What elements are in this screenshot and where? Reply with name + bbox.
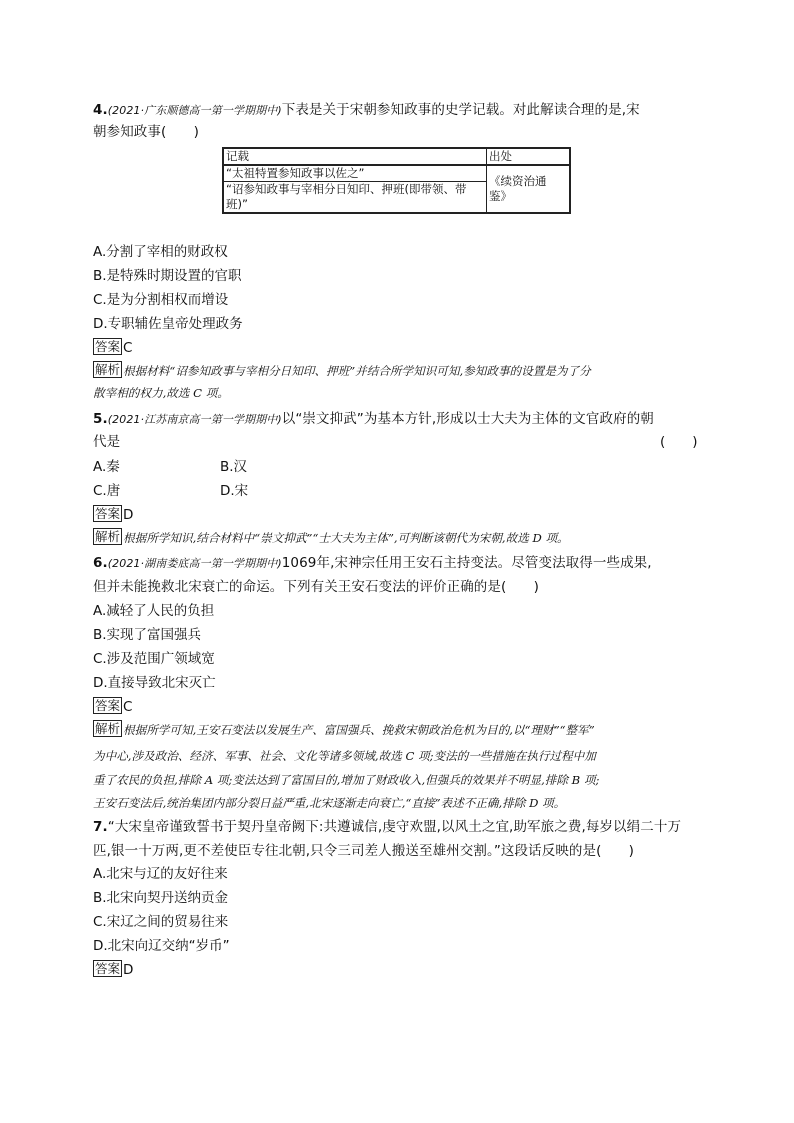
q6-answer xyxy=(93,697,132,717)
q6-option-b: B.实现了富国强兵 xyxy=(93,627,202,643)
q7-stem-line2: 匹,银一十万两,更不差使臣专往北朝,只令三司差人搬送至雄州交割。”这段话反映的是( ) xyxy=(93,843,635,859)
q5-stem-line2: 代是 xyxy=(93,434,121,450)
q4-record-table xyxy=(222,147,571,214)
q4-option-a: A.分割了宰相的财政权 xyxy=(93,244,228,260)
q7-stem-text: “大宋皇帝谨致誓书于契丹皇帝阙下:共遵诚信,虔守欢盟,以风土之宜,助军旅之费,每岁以绢二十万 xyxy=(107,819,682,835)
q4-option-c: C.是为分割相权而增设 xyxy=(93,292,229,308)
q5-answer-paren: ( ) xyxy=(660,434,698,450)
q4-explanation-text-1: 根据材料“诏参知政事与宰相分日知印、押班”并结合所学知识可知,参知政事的设置是为了分 xyxy=(123,364,591,378)
q7-option-c: C.宋辽之间的贸易往来 xyxy=(93,914,229,930)
table-header-record: 记载 xyxy=(223,148,487,165)
q6-stem-line1 xyxy=(93,553,699,574)
q4-stem-line1 xyxy=(93,100,699,121)
table-cell-record-2 xyxy=(223,182,487,214)
q5-option-c: C.唐 xyxy=(93,483,121,499)
q7-number: 7. xyxy=(93,819,108,835)
q6-option-d: D.直接导致北宋灭亡 xyxy=(93,675,216,691)
q4-stem-line2: 朝参知政事( ) xyxy=(93,124,199,140)
explain-tag: 解析 xyxy=(95,529,121,544)
q6-stem-text: 1069年,宋神宗任用王安石主持变法。尽管变法取得一些成果, xyxy=(281,555,652,571)
q4-stem-text: 下表是关于宋朝参知政事的史学记载。对此解读合理的是,宋 xyxy=(281,102,640,118)
table-record-2-line2: 班)” xyxy=(226,197,248,211)
q4-option-b: B.是特殊时期设置的官职 xyxy=(93,268,242,284)
q4-explanation-line2: 散宰相的权力,故选 C 项。 xyxy=(93,386,229,400)
q4-option-d: D.专职辅佐皇帝处理政务 xyxy=(93,316,243,332)
q6-option-a: A.减轻了人民的负担 xyxy=(93,603,215,619)
q6-explanation-line1 xyxy=(93,720,699,741)
q6-number: 6. xyxy=(93,555,108,571)
table-record-2-line1: “诏参知政事与宰相分日知印、押班(即带领、带 xyxy=(226,182,467,196)
q5-stem-line1 xyxy=(93,409,699,430)
q4-source: (2021·广东顺德高一第一学期期中) xyxy=(107,104,282,117)
q6-stem-line2: 但并未能挽救北宋衰亡的命运。下列有关王安石变法的评价正确的是( ) xyxy=(93,579,539,595)
q7-option-b: B.北宋向契丹送纳贡金 xyxy=(93,890,229,906)
q6-option-c: C.涉及范围广领域宽 xyxy=(93,651,215,667)
explain-tag: 解析 xyxy=(95,721,121,736)
q5-source: (2021·江苏南京高一第一学期期中) xyxy=(107,413,282,426)
q5-answer xyxy=(93,505,133,525)
q7-option-a: A.北宋与辽的友好往来 xyxy=(93,866,228,882)
q5-explanation-line1 xyxy=(93,528,699,549)
q7-answer-value: D xyxy=(123,962,134,978)
q4-answer xyxy=(93,338,132,358)
q4-number: 4. xyxy=(93,102,108,118)
table-header-source: 出处 xyxy=(487,148,571,165)
q7-answer xyxy=(93,960,133,980)
q4-answer-value: C xyxy=(123,340,133,356)
q6-explanation-line4: 王安石变法后,统治集团内部分裂日益严重,北宋逐渐走向衰亡,“直接”表述不正确,排除 D 项。 xyxy=(93,796,566,810)
q6-explanation-text-1: 根据所学可知,王安石变法以发展生产、富国强兵、挽救宋朝政治危机为目的,以“理财”“整军” xyxy=(123,723,595,737)
q5-stem-text: 以“崇文抑武”为基本方针,形成以士大夫为主体的文官政府的朝 xyxy=(281,411,654,427)
q5-option-b: B.汉 xyxy=(220,459,248,475)
q6-explanation-line2: 为中心,涉及政治、经济、军事、社会、文化等诸多领域,故选 C 项;变法的一些措施在执行过程中加 xyxy=(93,749,596,763)
answer-tag: 答案 xyxy=(95,339,121,354)
q5-explanation-text-1: 根据所学知识,结合材料中“崇文抑武”“士大夫为主体”,可判断该朝代为宋朝,故选 D 项。 xyxy=(123,531,569,545)
q6-explanation-line3: 重了农民的负担,排除 A 项;变法达到了富国目的,增加了财政收入,但强兵的效果并不明显,排除 B 项; xyxy=(93,773,600,787)
table-source-line1: 《续资治通 xyxy=(489,174,547,188)
q4-explanation-line1 xyxy=(93,361,699,382)
answer-tag: 答案 xyxy=(95,698,121,713)
answer-tag: 答案 xyxy=(95,506,121,521)
q6-source: (2021·湖南娄底高一第一学期期中) xyxy=(107,557,282,570)
q5-option-a: A.秦 xyxy=(93,459,120,475)
answer-tag: 答案 xyxy=(95,961,121,976)
q5-answer-value: D xyxy=(123,507,134,523)
q7-option-d: D.北宋向辽交纳“岁币” xyxy=(93,938,230,954)
q7-stem-line1 xyxy=(93,817,699,837)
table-cell-record-1: “太祖特置参知政事以佐之” xyxy=(223,165,487,182)
table-source-line2: 鉴》 xyxy=(489,189,512,203)
explain-tag: 解析 xyxy=(95,362,121,377)
q6-answer-value: C xyxy=(123,699,133,715)
q5-number: 5. xyxy=(93,411,108,427)
table-cell-source xyxy=(487,165,571,213)
q5-option-d: D.宋 xyxy=(220,483,249,499)
